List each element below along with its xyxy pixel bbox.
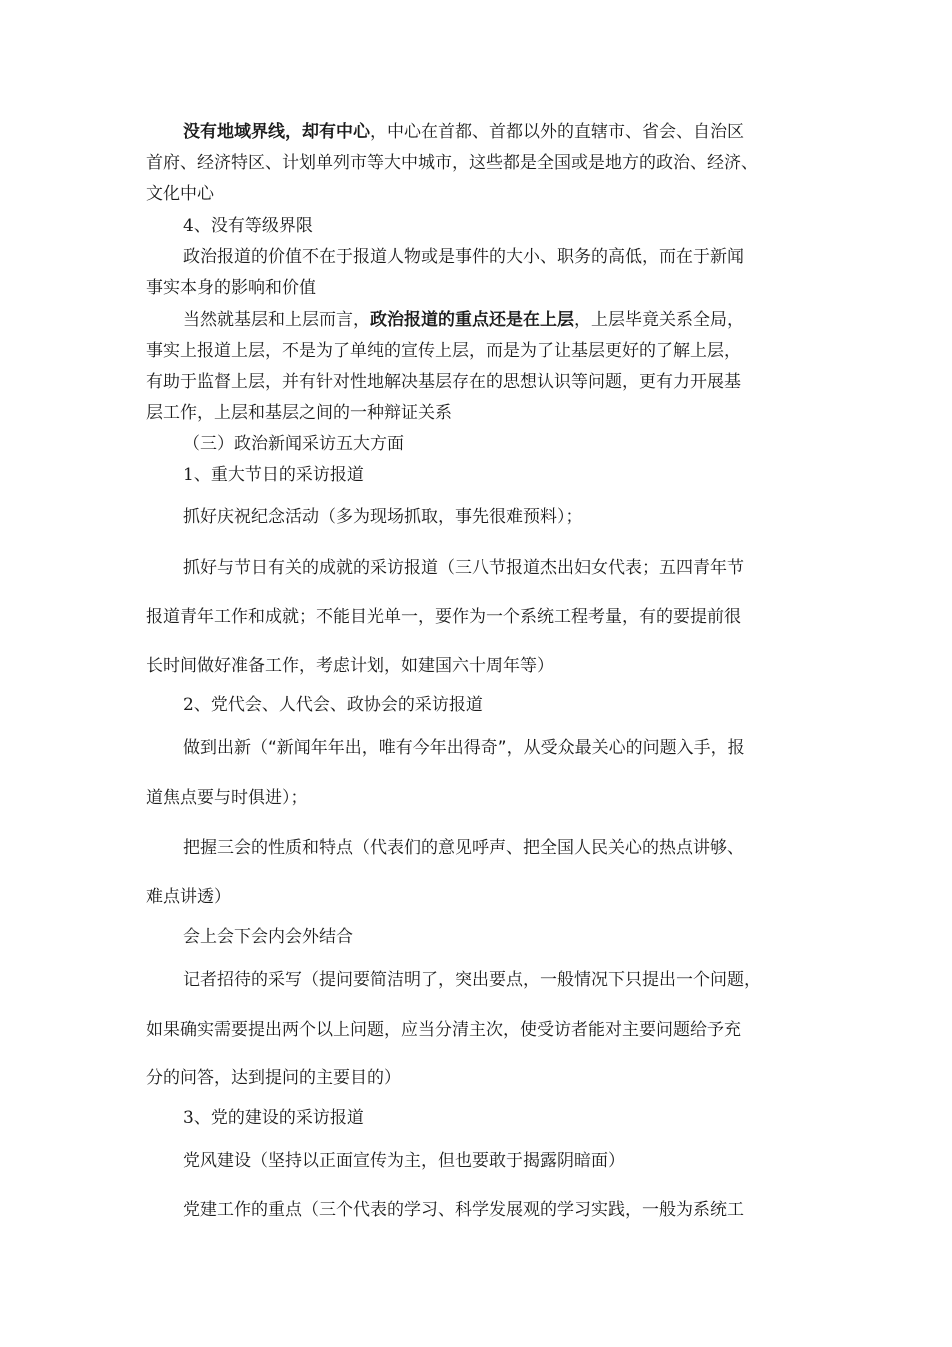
text-run: （多为现场抓取，事先很难预料）；	[319, 507, 583, 527]
paragraph-line: 文化中心	[146, 184, 214, 204]
text-run: 抓好与节日有关的成就的采访报道	[183, 558, 438, 578]
paragraph-line: 如果确实需要提出两个以上问题，应当分清主次，使受访者能对主要问题给予充	[146, 1020, 741, 1040]
text-run: （坚持以正面宣传为主，但也要敢于揭露阴暗面）	[251, 1151, 625, 1171]
text-run: （代表们的意见呼声、把全国人民关心的热点讲够、	[353, 838, 744, 858]
bold-phrase: 没有地域界线，却有中心	[183, 122, 370, 142]
text-run: 当然就基层和上层而言，	[183, 310, 370, 330]
paragraph-line	[183, 837, 744, 859]
paragraph-line	[183, 737, 745, 759]
paragraph-line: 政治报道的价值不在于报道人物或是事件的大小、职务的高低，而在于新闻	[183, 247, 744, 267]
paragraph-line: 道焦点要与时俱进）；	[146, 788, 308, 808]
paragraph-line	[183, 121, 744, 143]
text-run: ，上层毕竟关系全局，	[574, 310, 744, 330]
paragraph-line: 有助于监督上层，并有针对性地解决基层存在的思想认识等问题，更有力开展基	[146, 372, 741, 392]
paragraph-line: 事实本身的影响和价值	[146, 278, 316, 298]
paragraph-line: 层工作，上层和基层之间的一种辩证关系	[146, 403, 452, 423]
paragraph-line: 分的问答，达到提问的主要目的）	[146, 1068, 401, 1088]
paragraph-line: 事实上报道上层，不是为了单纯的宣传上层，而是为了让基层更好的了解上层，	[146, 341, 741, 361]
section-heading: （三）政治新闻采访五大方面	[183, 434, 404, 454]
text-run: 党建工作的重点	[183, 1200, 302, 1220]
paragraph-line	[183, 557, 744, 579]
paragraph-line	[183, 1199, 744, 1221]
section-heading: 1、重大节日的采访报道	[183, 465, 364, 485]
text-run: （“新闻年年出，唯有今年出得奇”，从受众最关心的问题入手，报	[251, 738, 745, 758]
bold-phrase: 政治报道的重点还是在上层	[370, 310, 574, 330]
text-run: （三八节报道杰出妇女代表；五四青年节	[438, 558, 744, 578]
text-run: 记者招待的采写	[183, 970, 302, 990]
paragraph-line: 首府、经济特区、计划单列市等大中城市，这些都是全国或是地方的政治、经济、	[146, 153, 758, 173]
paragraph-line	[183, 969, 761, 991]
paragraph-line: 长时间做好准备工作，考虑计划，如建国六十周年等）	[146, 656, 554, 676]
section-heading: 3、党的建设的采访报道	[183, 1108, 364, 1128]
paragraph-line	[183, 1150, 625, 1172]
text-run: 把握三会的性质和特点	[183, 838, 353, 858]
text-run: ，中心在首都、首都以外的直辖市、省会、自治区	[370, 122, 744, 142]
text-run: （提问要简洁明了，突出要点，一般情况下只提出一个问题，	[302, 970, 761, 990]
paragraph-line: 会上会下会内会外结合	[183, 927, 353, 947]
text-run: （三个代表的学习、科学发展观的学习实践，一般为系统工	[302, 1200, 744, 1220]
paragraph-line	[183, 506, 583, 528]
text-run: 做到出新	[183, 738, 251, 758]
paragraph-line: 难点讲透）	[146, 887, 231, 907]
section-heading: 2、党代会、人代会、政协会的采访报道	[183, 695, 483, 715]
text-run: 抓好庆祝纪念活动	[183, 507, 319, 527]
text-run: 党风建设	[183, 1151, 251, 1171]
paragraph-line: 报道青年工作和成就；不能目光单一，要作为一个系统工程考量，有的要提前很	[146, 607, 741, 627]
paragraph-line	[183, 309, 744, 331]
section-heading: 4、没有等级界限	[183, 216, 313, 236]
